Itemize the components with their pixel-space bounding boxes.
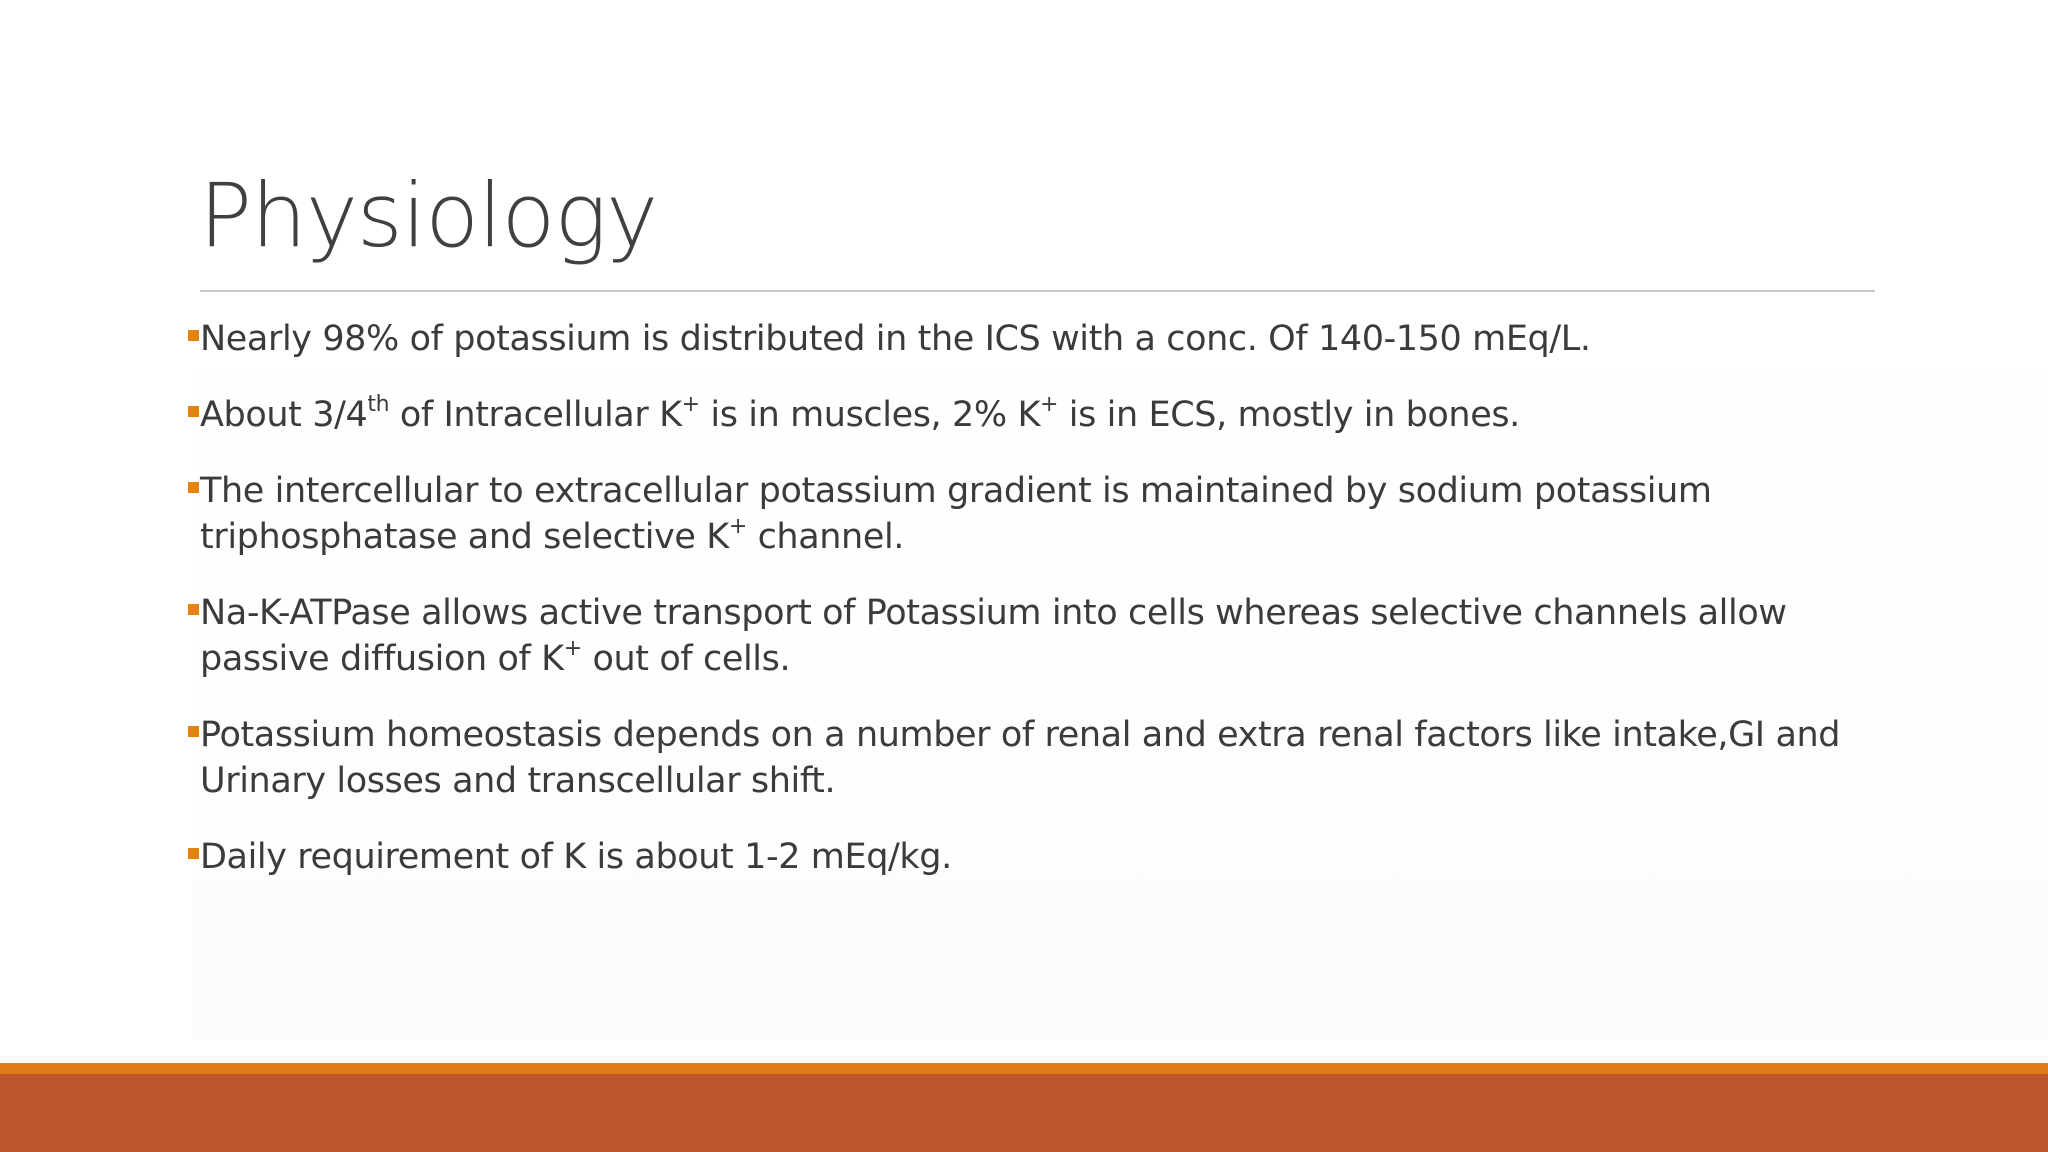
bullet-item <box>186 712 1906 804</box>
footer-accent-stripe <box>0 1063 2048 1074</box>
square-bullet-icon <box>188 604 199 615</box>
superscript: + <box>728 514 747 540</box>
title-divider <box>200 290 1875 292</box>
bullet-item <box>186 468 1906 560</box>
superscript: + <box>681 392 700 418</box>
bullet-item <box>186 834 1906 880</box>
superscript: + <box>1040 392 1059 418</box>
bullet-text: Na-K-ATPase allows active transport of Potassium into cells whereas selective channels allow passive diffusion of K+ out of cells. <box>200 593 1787 679</box>
bullet-item <box>186 392 1906 438</box>
bullet-text: The intercellular to extracellular potassium gradient is maintained by sodium potassium triphosphatase and selective K+ channel. <box>200 471 1712 557</box>
bullet-text: Nearly 98% of potassium is distributed in the ICS with a conc. Of 140-150 mEq/L. <box>200 319 1591 359</box>
square-bullet-icon <box>188 406 199 417</box>
bullet-list <box>186 316 1906 910</box>
square-bullet-icon <box>188 848 199 859</box>
square-bullet-icon <box>188 726 199 737</box>
footer-band <box>0 1074 2048 1152</box>
slide-title: Physiology <box>199 164 658 267</box>
square-bullet-icon <box>188 482 199 493</box>
bullet-text: Potassium homeostasis depends on a number of renal and extra renal factors like intake,GI and Urinary losses and transcellular shift. <box>200 715 1841 801</box>
square-bullet-icon <box>188 330 199 341</box>
bullet-text: About 3/4th of Intracellular K+ is in muscles, 2% K+ is in ECS, mostly in bones. <box>200 392 1520 435</box>
bullet-item <box>186 590 1906 682</box>
bullet-text: Daily requirement of K is about 1-2 mEq/kg. <box>200 837 952 877</box>
superscript: + <box>563 636 582 662</box>
bullet-item <box>186 316 1906 362</box>
superscript: th <box>367 392 390 418</box>
